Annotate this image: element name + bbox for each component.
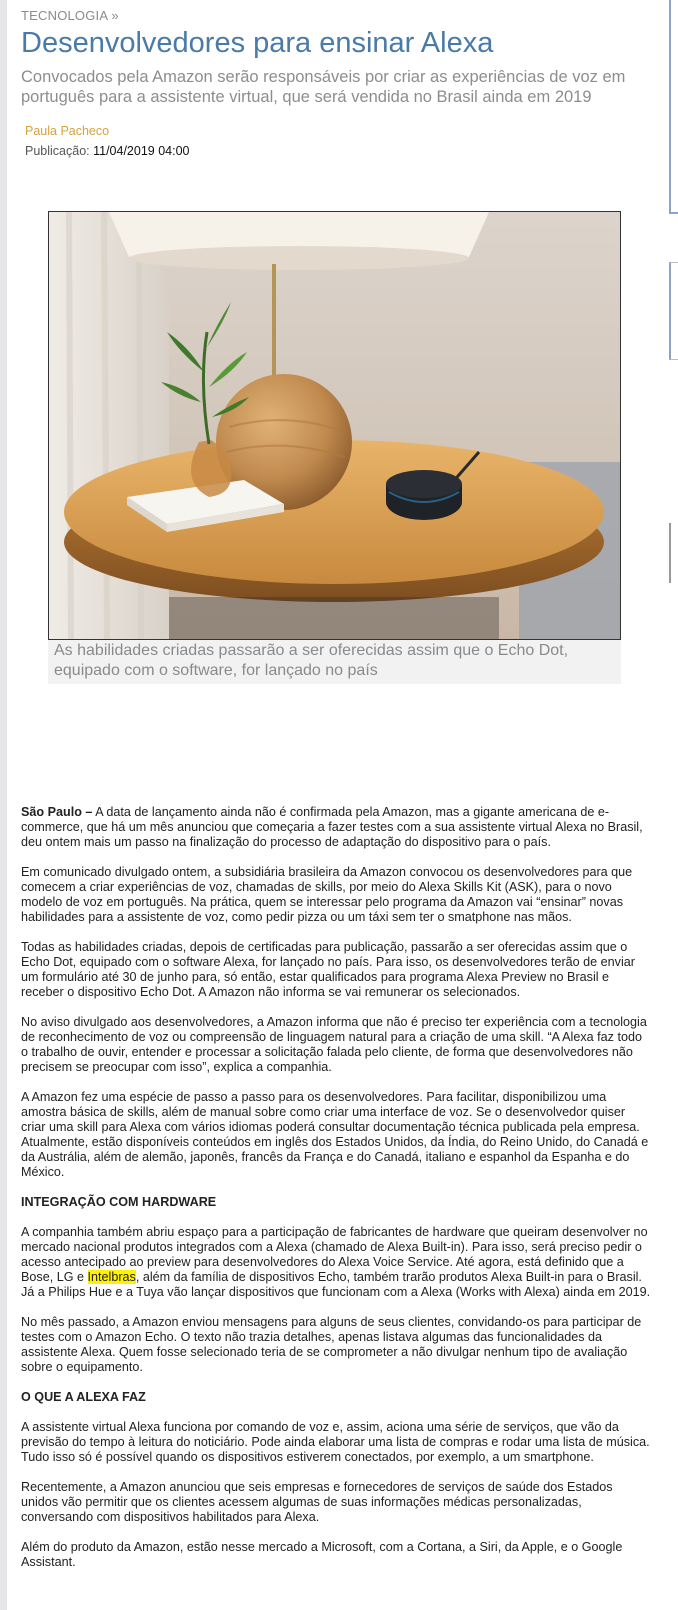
publication-label: Publicação: (25, 144, 90, 158)
left-edge-strip (0, 0, 7, 1610)
image-caption: As habilidades criadas passarão a ser oferecidas assim que o Echo Dot, equipado com o software, for lançado no país (48, 640, 621, 684)
echo-dot-table-illustration (49, 212, 620, 639)
section-heading-what-alexa-does: O QUE A ALEXA FAZ (21, 1390, 146, 1404)
paragraph-1 (21, 805, 651, 850)
sidebar-widget-lower (669, 523, 678, 583)
paragraph-10: Além do produto da Amazon, estão nesse mercado a Microsoft, com a Cortana, a Siri, da Apple, e o Google Assistant. (21, 1540, 623, 1569)
paragraph-9: Recentemente, a Amazon anunciou que seis empresas e fornecedores de serviços de saúde dos Estados unidos vão permitir que os clientes acessem algumas de suas informações médicas personalizadas, conversando com dispositivos habilitados para Alexa. (21, 1480, 613, 1524)
article-title: Desenvolvedores para ensinar Alexa (21, 27, 494, 59)
paragraph-6-text-b: , além da família de dispositivos Echo, também trarão produtos Alexa Built-in para o Brasil. Já a Philips Hue e a Tuya vão lançar dispositivos que funcionam com a Alexa (Works with Alexa) ainda em 2019. (21, 1270, 651, 1299)
highlighted-term[interactable]: Intelbras (87, 1270, 136, 1284)
article-subtitle: Convocados pela Amazon serão responsáveis por criar as experiências de voz em português para a assistente virtual, que será vendida no Brasil ainda em 2019 (21, 68, 626, 106)
section-heading-hardware: INTEGRAÇÃO COM HARDWARE (21, 1195, 217, 1209)
paragraph-6-text-a: A companhia também abriu espaço para a participação de fabricantes de hardware que queiram desenvolver no mercado nacional produtos integrados com a Alexa (chamado de Alexa Built-in). Para isso, será preciso pedir o acesso antecipado ao preview para desenvolvedores do Alexa Voice Service. Até agora, está definido que a Bose, LG e (21, 1225, 648, 1284)
article-figure (48, 211, 621, 684)
paragraph-1-text: A data de lançamento ainda não é confirmada pela Amazon, mas a gigante americana de e-commerce, que há um mês anunciou que começaria a fazer testes com a sua assistente virtual Alexa no Brasil, deu ontem mais um passo na finalização do processo de adaptação do dispositivo para o país. (21, 805, 643, 849)
dateline: São Paulo – (21, 805, 93, 819)
publication-value: 11/04/2019 04:00 (93, 144, 190, 158)
paragraph-7: No mês passado, a Amazon enviou mensagens para alguns de seus clientes, convidando-os para participar de testes com o Amazon Echo. O texto não trazia detalhes, apenas listava algumas das funcionalidades da assistente Alexa. Quem fosse selecionado teria de se comprometer a não divulgar nenhum tipo de avaliação sobre o equipamento. (21, 1315, 642, 1374)
article-photo[interactable] (48, 211, 621, 640)
sidebar-widget-middle (669, 262, 678, 360)
paragraph-4: No aviso divulgado aos desenvolvedores, a Amazon informa que não é preciso ter experiência com a tecnologia de reconhecimento de voz ou compreensão de linguagem natural para a criação de uma skill. “A Alexa faz todo o trabalho de ouvir, entender e processar a solicitação falada pelo cliente, de forma que desenvolvedores não precisem se preocupar com isso”, explica a companhia. (21, 1015, 647, 1074)
paragraph-8: A assistente virtual Alexa funciona por comando de voz e, assim, aciona uma série de serviços, que vão da previsão do tempo à leitura do noticiário. Pode ainda elaborar uma lista de compras e rodar uma lista de música. Tudo isso só é possível quando os dispositivos estiverem conectados, por exemplo, a um smartphone. (21, 1420, 650, 1464)
article-body (21, 805, 651, 1585)
paragraph-6 (21, 1225, 651, 1300)
publication-date (25, 144, 190, 158)
sidebar-widget-top (669, 0, 678, 214)
paragraph-5: A Amazon fez uma espécie de passo a passo para os desenvolvedores. Para facilitar, disponibilizou uma amostra básica de skills, além de manual sobre como criar uma interface de voz. Se o desenvolvedor quiser criar uma skill para Alexa com vários idiomas poderá consultar documentação técnica publicada pela empresa. Atualmente, estão disponíveis conteúdos em inglês dos Estados Unidos, da Índia, do Reino Unido, do Canadá e da Austrália, além de alemão, japonês, francês da França e do Canadá, italiano e espanhol da Espanha e do México. (21, 1090, 649, 1179)
paragraph-3: Todas as habilidades criadas, depois de certificadas para publicação, passarão a ser oferecidas assim que o Echo Dot, equipado com o software Alexa, for lançado no país. Para isso, os desenvolvedores terão de enviar um formulário até 30 de junho para, só então, estar qualificados para programa Alexa Preview no Brasil e receber o dispositivo Echo Dot. A Amazon não informa se vai remunerar os selecionados. (21, 940, 635, 999)
paragraph-2: Em comunicado divulgado ontem, a subsidiária brasileira da Amazon convocou os desenvolvedores para que comecem a criar experiências de voz, chamadas de skills, por meio do Alexa Skills Kit (ASK), para o novo modelo de voz em português. Na prática, quem se interessar pelo programa da Amazon vai “ensinar” novas habilidades para a assistente de voz, como pedir pizza ou um táxi sem ter o smatphone nas mãos. (21, 865, 633, 924)
section-kicker-link[interactable]: TECNOLOGIA » (21, 8, 119, 23)
author-name[interactable]: Paula Pacheco (25, 124, 110, 138)
